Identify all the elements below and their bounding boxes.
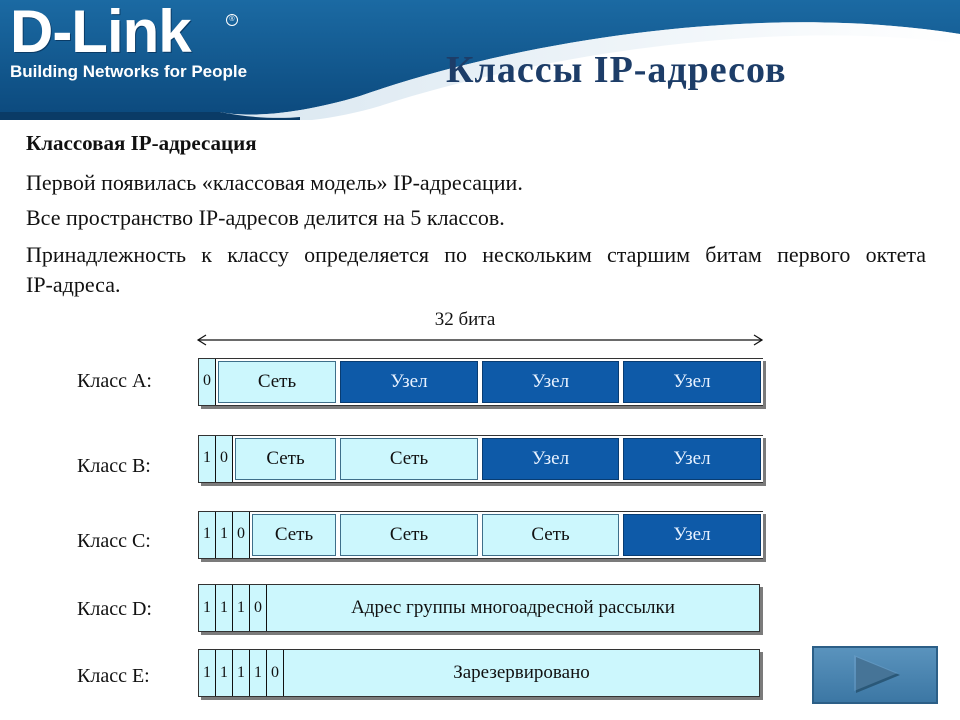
network-octet: Сеть — [480, 512, 621, 558]
network-octet: Сеть — [233, 436, 338, 482]
reserved-field: Зарезервировано — [284, 650, 759, 696]
leading-bit: 1 — [216, 650, 233, 696]
leading-bit: 0 — [250, 585, 267, 631]
text-line-3: Принадлежность к классу определяется по нескольким старшим битам первого октета IP-адреса. — [26, 242, 926, 297]
leading-bit: 1 — [250, 650, 267, 696]
leading-bit: 0 — [267, 650, 284, 696]
class-label: Класс D: — [77, 598, 152, 620]
class-label: Класс E: — [77, 665, 150, 687]
leading-bit: 1 — [199, 650, 216, 696]
network-octet: Сеть — [250, 512, 338, 558]
network-octet: Сеть — [338, 436, 480, 482]
brand-tagline: Building Networks for People — [10, 62, 248, 81]
leading-bit: 1 — [199, 585, 216, 631]
host-octet: Узел — [338, 359, 480, 405]
brand-logo: D-Link — [10, 0, 191, 65]
text-line-2: Все пространство IP-адресов делится на 5 классов. — [26, 205, 505, 230]
class-label: Класс B: — [77, 455, 151, 477]
leading-bit: 0 — [216, 436, 233, 482]
leading-bit: 0 — [233, 512, 250, 558]
multicast-group-field: Адрес группы многоадресной рассылки — [267, 585, 759, 631]
leading-bit: 1 — [233, 650, 250, 696]
host-octet: Узел — [480, 436, 621, 482]
host-octet: Узел — [621, 512, 763, 558]
class-label: Класс C: — [77, 530, 151, 552]
text-line-1: Первой появилась «классовая модель» IP-адресации. — [26, 170, 523, 195]
section-heading: Классовая IP-адресация — [26, 131, 257, 155]
bits-width-label: 32 бита — [434, 309, 496, 330]
slide-header — [0, 0, 960, 120]
host-octet: Узел — [621, 359, 763, 405]
bits-width-arrow — [190, 332, 770, 348]
leading-bit: 1 — [199, 436, 216, 482]
leading-bit: 0 — [199, 359, 216, 405]
slide-title: Классы IP-адресов — [446, 49, 787, 91]
host-octet: Узел — [621, 436, 763, 482]
class-label: Класс A: — [77, 370, 152, 392]
network-octet: Сеть — [338, 512, 480, 558]
leading-bit: 1 — [216, 512, 233, 558]
next-slide-button[interactable] — [812, 646, 938, 704]
leading-bit: 1 — [216, 585, 233, 631]
leading-bit: 1 — [233, 585, 250, 631]
network-octet: Сеть — [216, 359, 338, 405]
registered-mark: ® — [226, 14, 238, 26]
host-octet: Узел — [480, 359, 621, 405]
leading-bit: 1 — [199, 512, 216, 558]
play-next-icon — [814, 648, 936, 702]
